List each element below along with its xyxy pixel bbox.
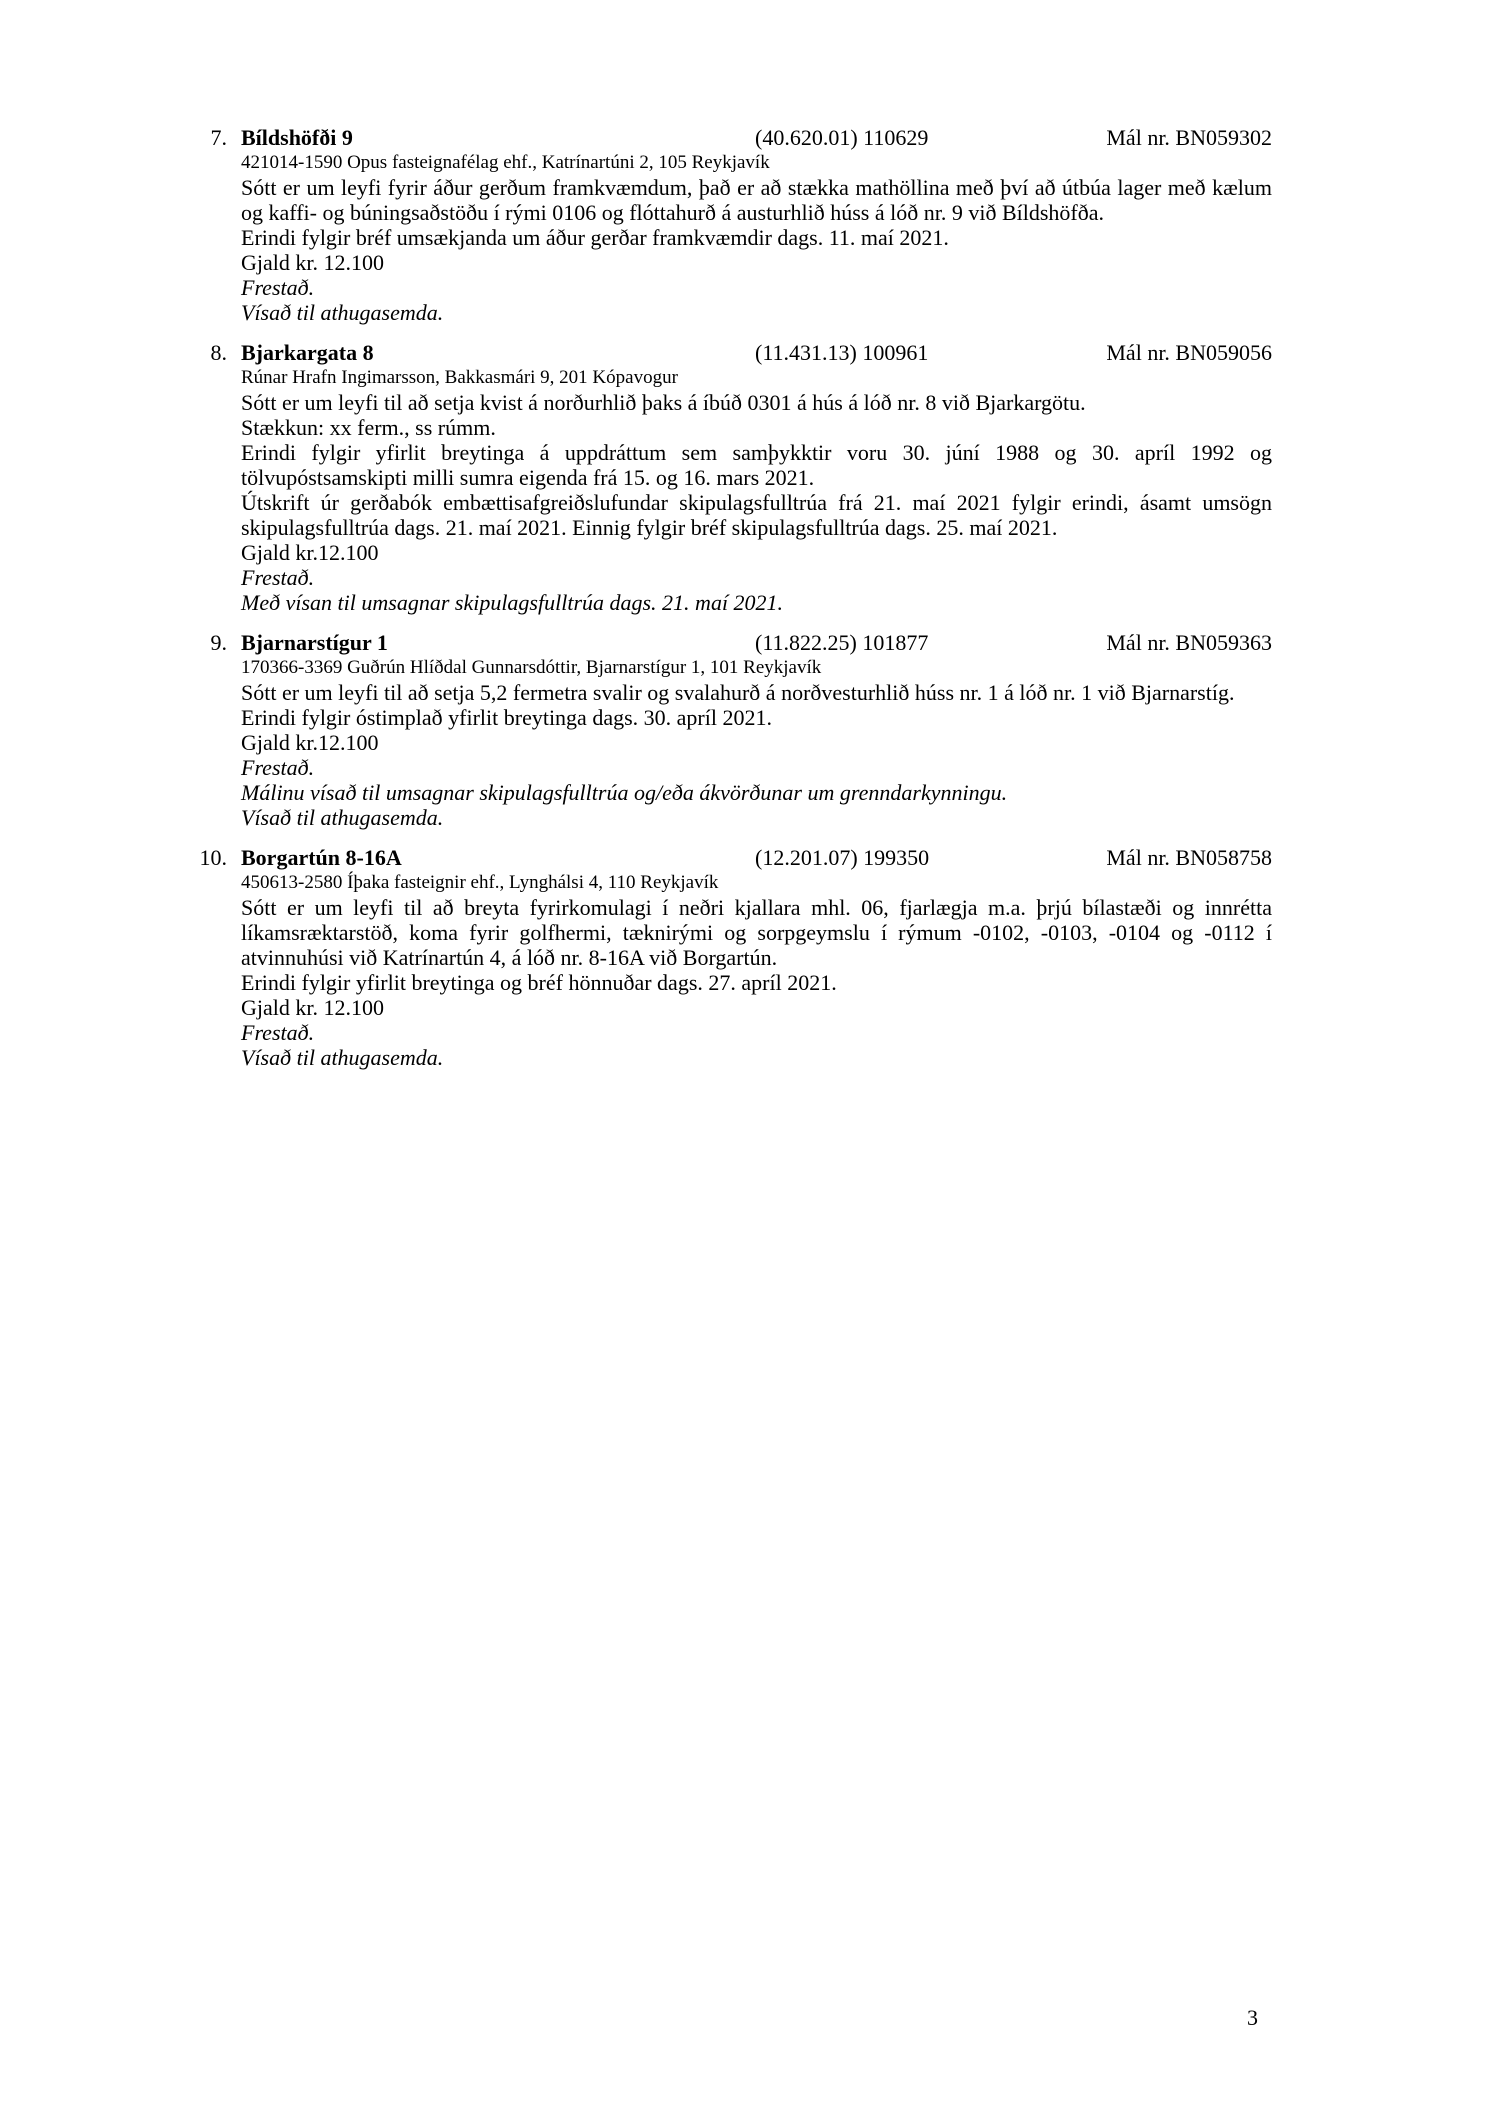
paragraph: Sótt er um leyfi til að breyta fyrirkomulagi í neðri kjallara mhl. 06, fjarlægja m.a. þrjú bílastæði og innrétta líkamsræktarstöð, koma fyrir golfhermi, tæknirými og sorpgeymslu í rýmum -0102, -0103, -0104 og -0112 í atvinnuhúsi við Katrínartún 4, á lóð nr. 8-16A við Borgartún. [241, 895, 1272, 970]
applicant-line: Rúnar Hrafn Ingimarsson, Bakkasmári 9, 201 Kópavogur [241, 367, 678, 388]
applicant-line: 450613-2580 Íþaka fasteignir ehf., Lynghálsi 4, 110 Reykjavík [241, 872, 719, 893]
paragraph: Erindi fylgir óstimplað yfirlit breytinga dags. 30. apríl 2021. [241, 705, 772, 730]
applicant-line: 170366-3369 Guðrún Hlíðdal Gunnarsdóttir, Bjarnarstígur 1, 101 Reykjavík [241, 657, 822, 678]
item-ref-number: (11.431.13) 100961 [755, 340, 929, 365]
item-number: 7. [210, 125, 227, 150]
item-number: 8. [210, 340, 227, 365]
status-line: Frestað. [241, 755, 315, 780]
paragraph: Stækkun: xx ferm., ss rúmm. [241, 415, 496, 440]
item-number: 9. [210, 630, 227, 655]
item-case-number: Mál nr. BN059056 [1106, 340, 1272, 365]
status-line: Með vísan til umsagnar skipulagsfulltrúa dags. 21. maí 2021. [241, 590, 784, 615]
item-header [195, 125, 1272, 150]
paragraph: Útskrift úr gerðabók embættisafgreiðslufundar skipulagsfulltrúa frá 21. maí 2021 fylgir erindi, ásamt umsögn skipulagsfulltrúa dags. 21. maí 2021. Einnig fylgir bréf skipulagsfulltrúa dags. 25. maí 2021. [241, 490, 1272, 540]
applicant-line: 421014-1590 Opus fasteignafélag ehf., Katrínartúni 2, 105 Reykjavík [241, 152, 770, 173]
item-ref-number: (12.201.07) 199350 [755, 845, 930, 870]
agenda-item [195, 845, 1272, 1070]
agenda-item [195, 340, 1272, 615]
status-line: Frestað. [241, 1020, 315, 1045]
paragraph: Erindi fylgir bréf umsækjanda um áður gerðar framkvæmdir dags. 11. maí 2021. [241, 225, 949, 250]
item-title: Bjarnarstígur 1 [241, 630, 388, 655]
item-ref-number: (11.822.25) 101877 [755, 630, 929, 655]
paragraph: Erindi fylgir yfirlit breytinga á uppdráttum sem samþykktir voru 30. júní 1988 og 30. apríl 1992 og tölvupóstsamskipti milli sumra eigenda frá 15. og 16. mars 2021. [241, 440, 1272, 490]
page-number: 3 [1247, 2005, 1258, 2030]
status-line: Frestað. [241, 565, 315, 590]
agenda-item [195, 630, 1272, 830]
item-case-number: Mál nr. BN058758 [1106, 845, 1272, 870]
item-title: Bíldshöfði 9 [241, 125, 353, 150]
paragraph: Sótt er um leyfi fyrir áður gerðum framkvæmdum, það er að stækka mathöllina með því að útbúa lager með kælum og kaffi- og búningsaðstöðu í rými 0106 og flóttahurð á austurhlið húss á lóð nr. 9 við Bíldshöfða. [241, 175, 1272, 225]
fee-line: Gjald kr. 12.100 [241, 250, 384, 275]
fee-line: Gjald kr. 12.100 [241, 995, 384, 1020]
item-header [195, 845, 1272, 870]
item-case-number: Mál nr. BN059363 [1106, 630, 1272, 655]
item-header [195, 630, 1272, 655]
item-title: Borgartún 8-16A [241, 845, 402, 870]
paragraph: Erindi fylgir yfirlit breytinga og bréf hönnuðar dags. 27. apríl 2021. [241, 970, 837, 995]
item-ref-number: (40.620.01) 110629 [755, 125, 929, 150]
status-line: Málinu vísað til umsagnar skipulagsfulltrúa og/eða ákvörðunar um grenndarkynningu. [241, 780, 1008, 805]
status-line: Frestað. [241, 275, 315, 300]
item-number: 10. [199, 845, 227, 870]
fee-line: Gjald kr.12.100 [241, 540, 379, 565]
agenda-item [195, 125, 1272, 325]
status-line: Vísað til athugasemda. [241, 805, 444, 830]
paragraph: Sótt er um leyfi til að setja 5,2 fermetra svalir og svalahurð á norðvesturhlið húss nr. 1 á lóð nr. 1 við Bjarnarstíg. [241, 680, 1235, 705]
item-header [195, 340, 1272, 365]
fee-line: Gjald kr.12.100 [241, 730, 379, 755]
status-line: Vísað til athugasemda. [241, 300, 444, 325]
status-line: Vísað til athugasemda. [241, 1045, 444, 1070]
item-title: Bjarkargata 8 [241, 340, 374, 365]
paragraph: Sótt er um leyfi til að setja kvist á norðurhlið þaks á íbúð 0301 á hús á lóð nr. 8 við Bjarkargötu. [241, 390, 1086, 415]
item-case-number: Mál nr. BN059302 [1106, 125, 1272, 150]
